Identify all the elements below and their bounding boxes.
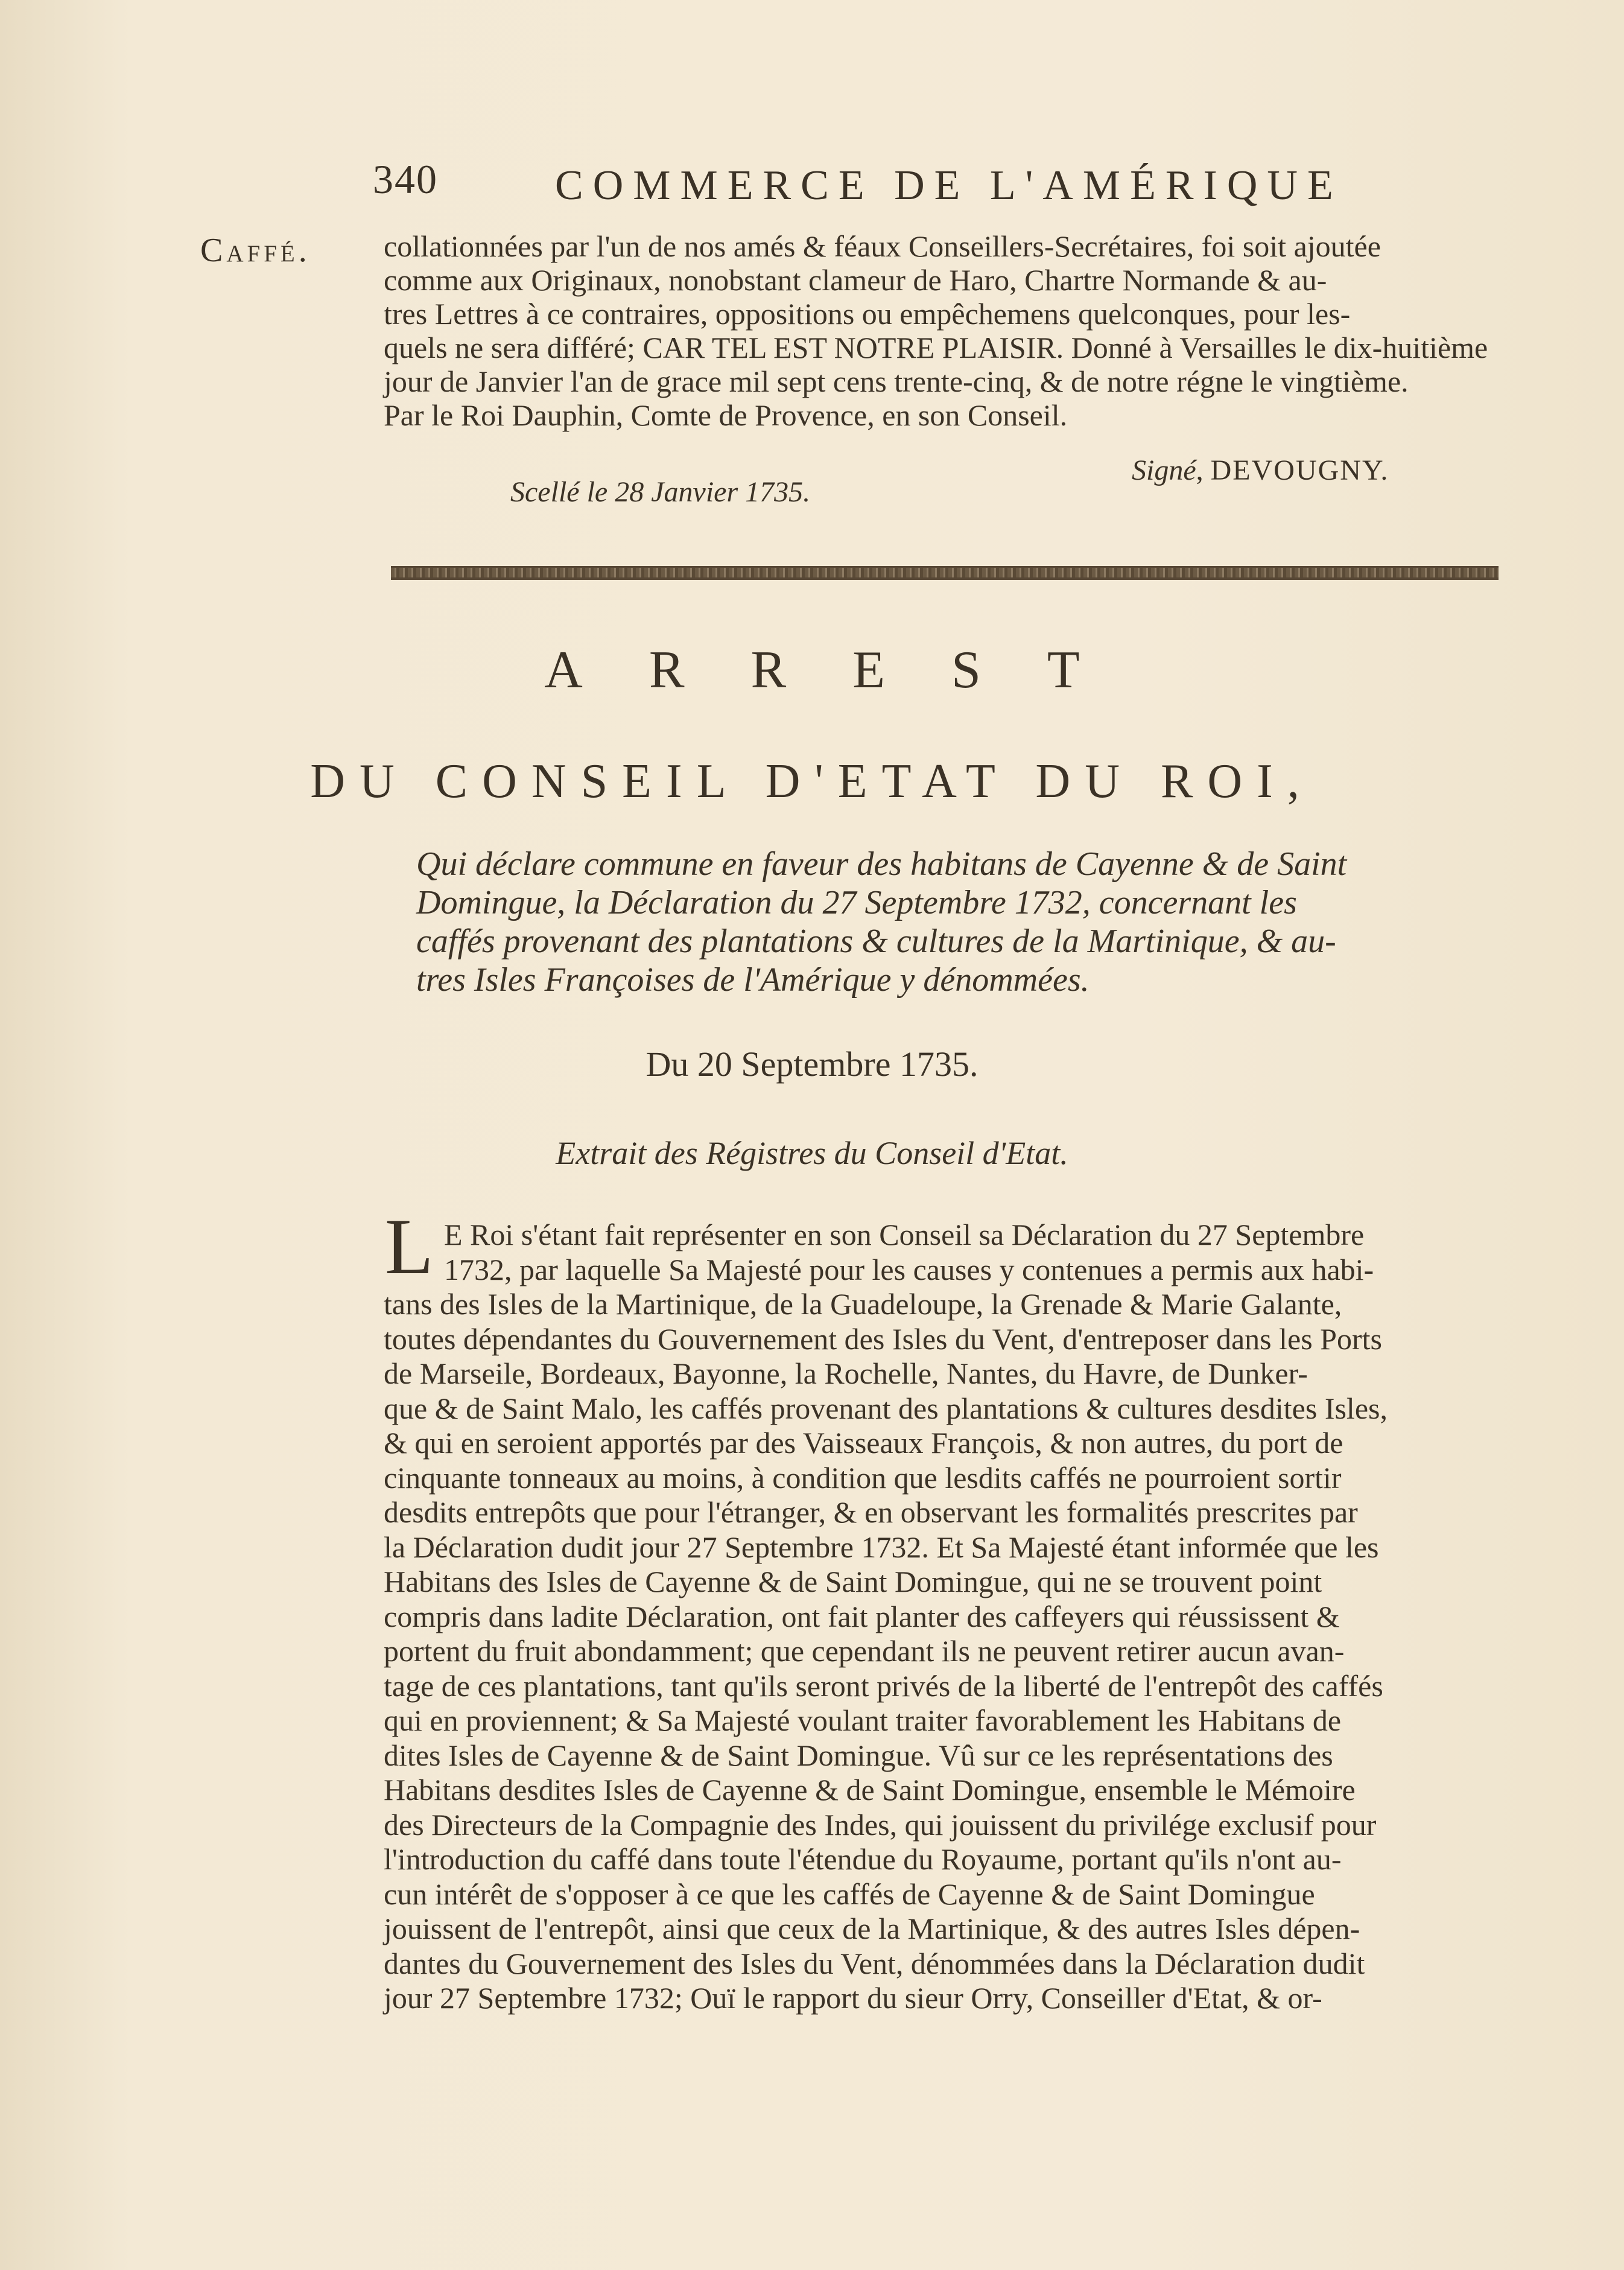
text-line: Habitans desdites Isles de Cayenne & de Saint Domingue, ensemble le Mémoire <box>384 1773 1356 1807</box>
letters-patent-text <box>384 229 1488 432</box>
text-line: tans des Isles de la Martinique, de la Guadeloupe, la Grenade & Marie Galante, <box>384 1287 1342 1321</box>
text-line: E Roi s'étant fait représenter en son Conseil sa Déclaration du 27 Septembre <box>444 1218 1365 1251</box>
text-line: l'introduction du caffé dans toute l'étendue du Royaume, portant qu'ils n'ont au- <box>384 1842 1342 1876</box>
ornamental-rule <box>391 566 1499 580</box>
text-line: 1732, par laquelle Sa Majesté pour les causes y contenues a permis aux habi- <box>444 1252 1374 1286</box>
text-line: compris dans ladite Déclaration, ont fait planter des caffeyers qui réussissent & <box>384 1599 1340 1633</box>
text-line: tres Lettres à ce contraires, oppositions ou empêchemens quelconques, pour les- <box>384 297 1351 331</box>
text-line: & qui en seroient apportés par des Vaisseaux François, & non autres, du port de <box>384 1426 1343 1460</box>
arrest-subtitle: DU CONSEIL D'ETAT DU ROI, <box>310 755 1314 808</box>
text-line: Habitans des Isles de Cayenne & de Saint Domingue, qui ne se trouvent point <box>384 1565 1322 1598</box>
summary-line: Qui déclare commune en faveur des habitans de Cayenne & de Saint <box>416 845 1347 883</box>
text-line: portent du fruit abondamment; que cependant ils ne peuvent retirer aucun avan- <box>384 1634 1345 1668</box>
text-line: cinquante tonneaux au moins, à condition que lesdits caffés ne pourroient sortir <box>384 1460 1342 1495</box>
text-line: dantes du Gouvernement des Isles du Vent, dénommées dans la Déclaration dudit <box>384 1946 1365 1980</box>
text-line: jour 27 Septembre 1732; Ouï le rapport du sieur Orry, Conseiller d'Etat, & or- <box>384 1981 1322 2015</box>
text-line: jour de Janvier l'an de grace mil sept cens trente-cinq, & de notre régne le vingtième. <box>384 364 1409 398</box>
sealed-date: Scellé le 28 Janvier 1735. <box>510 476 811 508</box>
summary-line: Domingue, la Déclaration du 27 Septembre 1732, concernant les <box>416 884 1297 921</box>
text-line: cun intérêt de s'opposer à ce que les caffés de Cayenne & de Saint Domingue <box>384 1877 1315 1911</box>
text-line: comme aux Originaux, nonobstant clameur de Haro, Chartre Normande & au- <box>384 263 1327 297</box>
text-line: dites Isles de Cayenne & de Saint Domingue. Vû sur ce les représentations des <box>384 1738 1333 1772</box>
text-line: quels ne sera différé; CAR TEL EST NOTRE PLAISIR. Donné à Versailles le dix-huitième <box>384 331 1488 364</box>
summary-line: tres Isles Françoises de l'Amérique y dénommées. <box>416 961 1090 999</box>
running-title: COMMERCE DE L'AMÉRIQUE <box>555 162 1343 209</box>
drop-cap: L <box>385 1202 434 1291</box>
text-line: tage de ces plantations, tant qu'ils seront privés de la liberté de l'entrepôt des caffés <box>384 1668 1383 1703</box>
signature-line: Signé, DEVOUGNY. <box>1132 454 1389 486</box>
text-line: la Déclaration dudit jour 27 Septembre 1732. Et Sa Majesté étant informée que les <box>384 1530 1379 1564</box>
text-line: des Directeurs de la Compagnie des Indes, qui jouissent du privilége exclusif pour <box>384 1807 1377 1842</box>
arrest-summary <box>416 845 1496 999</box>
body-text <box>384 1218 1518 2016</box>
arrest-title: ARREST <box>544 641 1146 699</box>
text-line: Par le Roi Dauphin, Comte de Provence, en son Conseil. <box>384 398 1068 432</box>
text-line: que & de Saint Malo, les caffés provenant des plantations & cultures desdites Isles, <box>384 1391 1388 1425</box>
summary-line: caffés provenant des plantations & cultures de la Martinique, & au- <box>416 923 1336 960</box>
text-line: toutes dépendantes du Gouvernement des Isles du Vent, d'entreposer dans les Ports <box>384 1321 1382 1356</box>
text-line: qui en proviennent; & Sa Majesté voulant traiter favorablement les Habitans de <box>384 1703 1342 1737</box>
text-line: collationnées par l'un de nos amés & féaux Conseillers-Secrétaires, foi soit ajoutée <box>384 229 1381 263</box>
signed-label: Signé <box>1132 454 1196 486</box>
text-line: de Marseile, Bordeaux, Bayonne, la Rochelle, Nantes, du Havre, de Dunker- <box>384 1356 1308 1390</box>
arrest-date: Du 20 Septembre 1735. <box>645 1044 979 1084</box>
extract-heading: Extrait des Régistres du Conseil d'Etat. <box>556 1135 1068 1171</box>
signed-name: DEVOUGNY. <box>1210 454 1389 486</box>
text-line: jouissent de l'entrepôt, ainsi que ceux de la Martinique, & des autres Isles dépen- <box>384 1912 1360 1945</box>
margin-note: Caffé. <box>200 232 311 269</box>
page-number: 340 <box>373 156 438 202</box>
text-line: desdits entrepôts que pour l'étranger, & en observant les formalités prescrites par <box>384 1495 1358 1529</box>
